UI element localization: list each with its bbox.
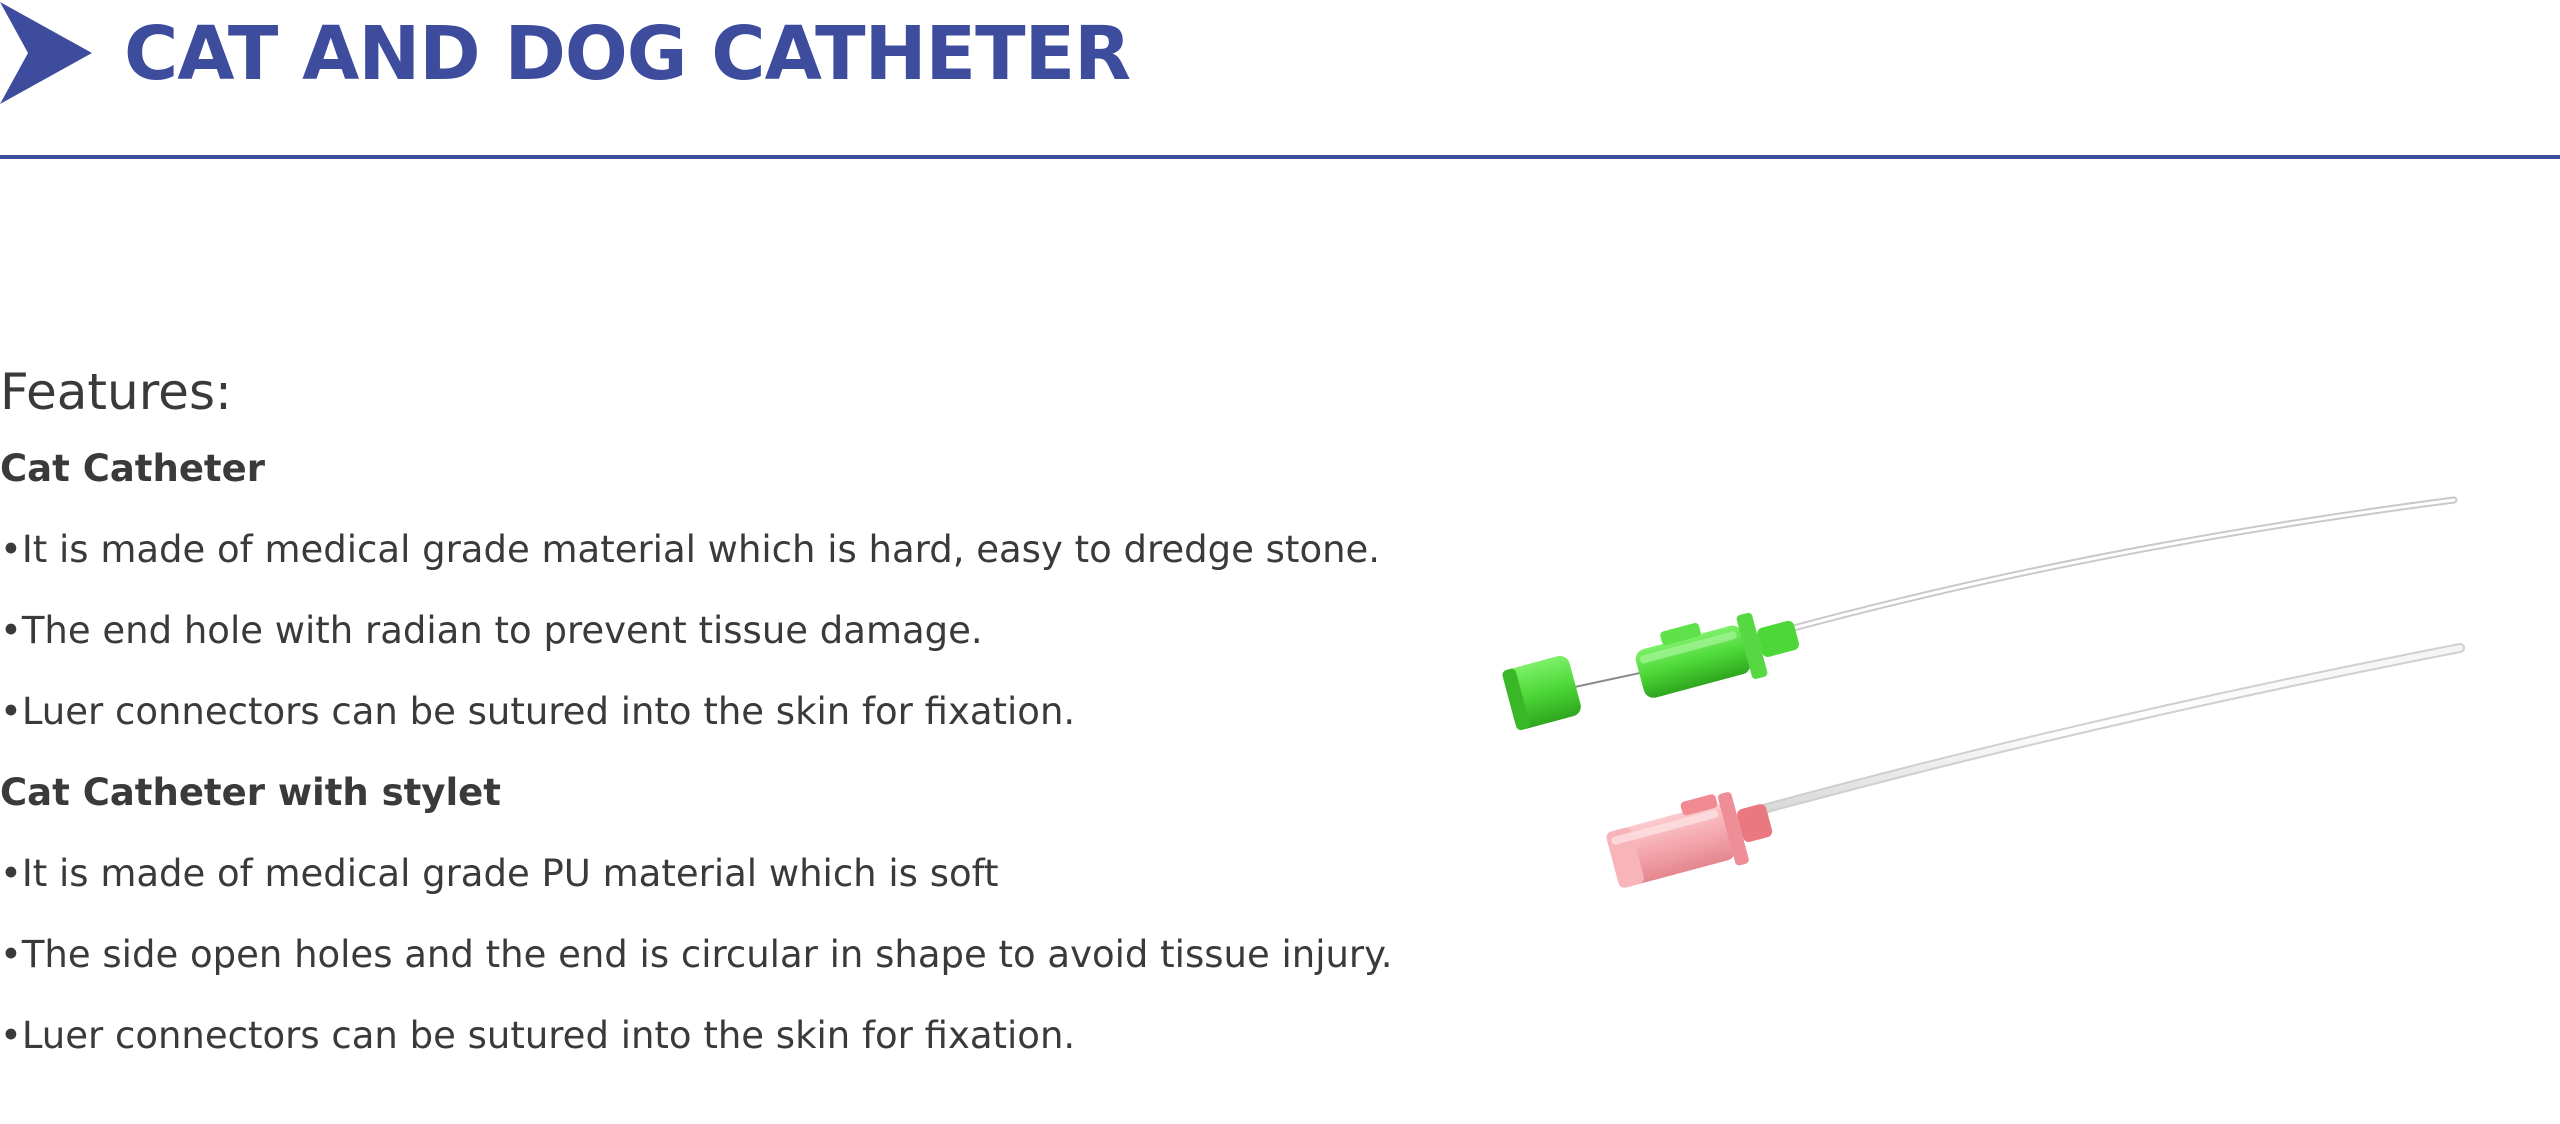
feature-item: •The end hole with radian to prevent tissue damage. <box>0 609 983 652</box>
features-section <box>0 356 1460 1076</box>
green-catheter-with-cap-icon <box>1501 500 2454 731</box>
cat-catheter-feature-list <box>0 509 1460 752</box>
features-heading: Features: <box>0 363 232 421</box>
page-title: CAT AND DOG CATHETER <box>124 11 1131 97</box>
feature-item: •Luer connectors can be sutured into the skin for fixation. <box>0 1014 1076 1057</box>
feature-item: •Luer connectors can be sutured into the skin for fixation. <box>0 690 1076 733</box>
section-title-cat-catheter: Cat Catheter <box>0 447 265 490</box>
header-divider <box>0 155 2560 159</box>
section-title-cat-catheter-with-stylet: Cat Catheter with stylet <box>0 771 501 814</box>
stylet-catheter-feature-list <box>0 833 1460 1076</box>
page-header <box>0 0 2560 160</box>
feature-item: •It is made of medical grade PU material which is soft <box>0 852 999 895</box>
chevron-right-icon <box>0 2 92 104</box>
catheter-product-image <box>1470 480 2470 900</box>
feature-item: •It is made of medical grade material which is hard, easy to dredge stone. <box>0 528 1381 571</box>
pink-catheter-with-stylet-icon <box>1603 648 2460 897</box>
feature-item: •The side open holes and the end is circular in shape to avoid tissue injury. <box>0 933 1393 976</box>
